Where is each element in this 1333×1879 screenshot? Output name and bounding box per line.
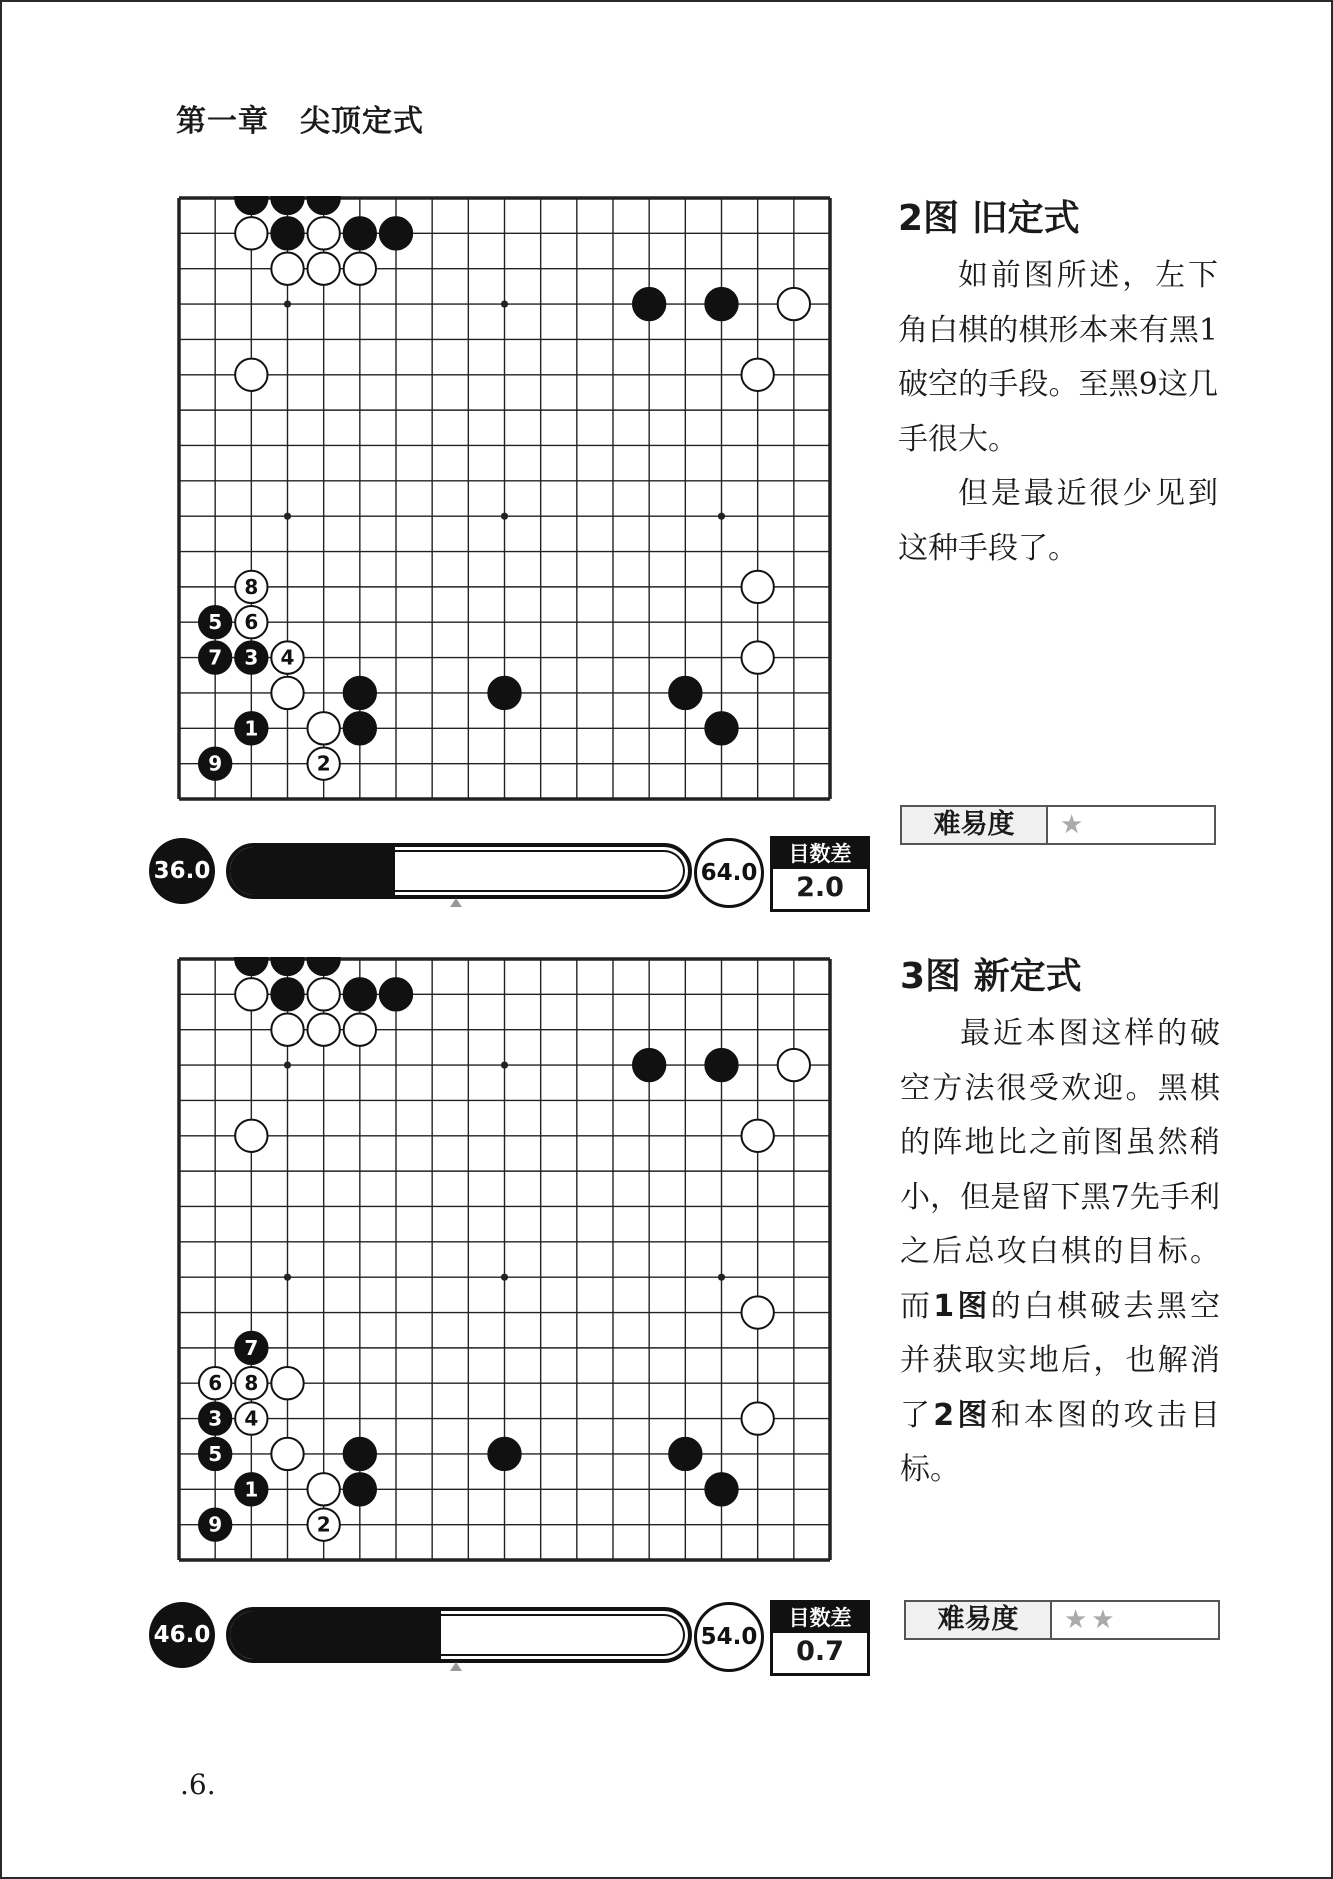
score-progress-bar xyxy=(226,1607,692,1663)
star-point xyxy=(501,513,508,520)
white-stone xyxy=(307,253,339,285)
figure-3-paragraph xyxy=(900,1007,1220,1498)
white-stone xyxy=(741,359,773,391)
white-stone xyxy=(344,1014,376,1046)
black-stone xyxy=(344,1473,376,1505)
black-stone xyxy=(307,957,339,975)
black-stone xyxy=(235,641,267,673)
difficulty-label: 难易度 xyxy=(906,1602,1052,1638)
figure-2-score-bar xyxy=(0,828,1333,908)
black-stone xyxy=(199,641,231,673)
star-point xyxy=(284,513,291,520)
black-stone xyxy=(344,1438,376,1470)
figure-2-paragraph-2: 但是最近很少见到这种手段了。 xyxy=(898,476,1218,566)
svg-text:5: 5 xyxy=(208,1441,223,1466)
white-stone xyxy=(235,359,267,391)
white-stone xyxy=(271,677,303,709)
star-point xyxy=(501,300,508,307)
difficulty-stars: ★★ xyxy=(1064,1605,1119,1635)
figure-3-text-part-3: 和本图的攻击目标。 xyxy=(900,1397,1221,1487)
black-stone xyxy=(488,677,520,709)
black-stone xyxy=(199,1402,231,1434)
white-stone xyxy=(307,747,339,779)
white-stone xyxy=(741,1296,773,1328)
white-stone xyxy=(271,253,303,285)
star-point xyxy=(284,1274,291,1281)
white-stone xyxy=(741,641,773,673)
white-stone xyxy=(235,978,267,1010)
difficulty-label: 难易度 xyxy=(902,807,1048,843)
black-stone xyxy=(488,1438,520,1470)
triangle-marker-icon xyxy=(450,898,462,907)
black-stone xyxy=(633,288,665,320)
score-difference-box xyxy=(770,1600,870,1676)
svg-text:7: 7 xyxy=(208,645,223,670)
svg-text:6: 6 xyxy=(244,610,259,635)
white-score-badge: 54.0 xyxy=(694,1602,764,1672)
star-point xyxy=(718,1274,725,1281)
black-stone xyxy=(271,978,303,1010)
board-svg xyxy=(177,196,832,801)
black-stone xyxy=(199,1508,231,1540)
white-stone xyxy=(235,1120,267,1152)
white-stone xyxy=(235,217,267,249)
black-score-badge: 36.0 xyxy=(149,838,215,904)
white-stone xyxy=(235,606,267,638)
white-stone xyxy=(778,288,810,320)
black-stone xyxy=(307,196,339,214)
white-stone xyxy=(199,1367,231,1399)
chapter-title: 第一章 尖顶定式 xyxy=(176,104,424,139)
black-share-fill xyxy=(230,847,395,895)
figure-2-caption xyxy=(898,190,1218,576)
page-number: .6. xyxy=(180,1768,216,1801)
black-stone xyxy=(705,712,737,744)
black-stone xyxy=(199,1438,231,1470)
svg-text:2: 2 xyxy=(316,751,331,776)
score-difference-label: 目数差 xyxy=(773,1603,867,1633)
white-score-badge: 64.0 xyxy=(694,838,764,908)
black-stone xyxy=(344,712,376,744)
figure-2-title: 2图 旧定式 xyxy=(898,198,1080,239)
svg-text:9: 9 xyxy=(208,751,223,776)
svg-text:2: 2 xyxy=(316,1512,331,1537)
svg-text:9: 9 xyxy=(208,1512,223,1537)
black-stone xyxy=(271,217,303,249)
black-stone xyxy=(235,957,267,975)
svg-text:4: 4 xyxy=(280,645,295,670)
white-stone xyxy=(307,1473,339,1505)
white-stone xyxy=(307,978,339,1010)
figure-3-score-bar xyxy=(0,1592,1333,1672)
white-stone xyxy=(235,571,267,603)
score-difference-box xyxy=(770,836,870,912)
white-stone xyxy=(307,1508,339,1540)
black-stone xyxy=(344,217,376,249)
black-stone xyxy=(235,1473,267,1505)
white-stone xyxy=(741,1120,773,1152)
white-stone xyxy=(307,712,339,744)
black-stone xyxy=(199,747,231,779)
black-stone xyxy=(380,217,412,249)
svg-text:8: 8 xyxy=(244,1371,259,1396)
board-svg xyxy=(177,957,832,1562)
white-stone xyxy=(271,641,303,673)
black-stone xyxy=(705,1049,737,1081)
white-stone xyxy=(235,1367,267,1399)
black-share-fill xyxy=(230,1611,441,1659)
black-stone xyxy=(235,196,267,214)
star-point xyxy=(718,513,725,520)
difficulty-stars: ★ xyxy=(1060,810,1088,840)
svg-text:3: 3 xyxy=(208,1406,223,1431)
svg-text:1: 1 xyxy=(244,716,259,741)
black-stone xyxy=(705,1473,737,1505)
black-stone xyxy=(669,677,701,709)
svg-text:8: 8 xyxy=(244,574,259,599)
white-stone xyxy=(271,1367,303,1399)
figure-2-reference: 2图 xyxy=(933,1397,991,1433)
white-stone xyxy=(344,253,376,285)
figure-2-text xyxy=(898,249,1218,576)
score-difference-value: 0.7 xyxy=(796,1636,844,1667)
black-stone xyxy=(633,1049,665,1081)
svg-text:7: 7 xyxy=(244,1335,259,1360)
white-stone xyxy=(778,1049,810,1081)
star-point xyxy=(284,300,291,307)
black-stone xyxy=(235,1332,267,1364)
black-stone xyxy=(705,288,737,320)
svg-text:3: 3 xyxy=(244,645,259,670)
star-point xyxy=(501,1061,508,1068)
figure-3-text-part-1: 最近本图这样的破空方法很受欢迎。黑棋的阵地比之前图虽然稍小，但是留下黑7先手利之后总攻白棋的目标。而 xyxy=(900,1016,1220,1324)
white-stone xyxy=(307,217,339,249)
white-stone xyxy=(741,571,773,603)
figure-3-title: 3图 新定式 xyxy=(900,956,1082,997)
svg-text:5: 5 xyxy=(208,610,223,635)
white-stone xyxy=(271,1438,303,1470)
score-difference-label: 目数差 xyxy=(773,839,867,869)
black-stone xyxy=(199,606,231,638)
white-stone xyxy=(307,1014,339,1046)
white-stone xyxy=(741,1402,773,1434)
black-stone xyxy=(235,712,267,744)
white-stone xyxy=(271,1014,303,1046)
black-stone xyxy=(271,957,303,975)
black-stone xyxy=(344,677,376,709)
figure-3-text xyxy=(900,1007,1220,1498)
black-stone xyxy=(271,196,303,214)
white-stone xyxy=(235,1402,267,1434)
black-stone xyxy=(380,978,412,1010)
svg-text:4: 4 xyxy=(244,1406,259,1431)
svg-text:1: 1 xyxy=(244,1477,259,1502)
go-board-figure-2 xyxy=(177,196,832,801)
score-difference-value: 2.0 xyxy=(796,872,844,903)
black-stone xyxy=(344,978,376,1010)
score-progress-bar xyxy=(226,843,692,899)
go-board-figure-3 xyxy=(177,957,832,1562)
figure-1-reference: 1图 xyxy=(933,1288,991,1324)
figure-2-paragraph-1: 如前图所述，左下角白棋的棋形本来有黑1破空的手段。至黑9这几手很大。 xyxy=(898,258,1218,457)
black-stone xyxy=(669,1438,701,1470)
svg-text:6: 6 xyxy=(208,1371,223,1396)
black-score-badge: 46.0 xyxy=(149,1602,215,1668)
star-point xyxy=(284,1061,291,1068)
figure-3-caption xyxy=(900,948,1220,1498)
star-point xyxy=(501,1274,508,1281)
triangle-marker-icon xyxy=(450,1662,462,1671)
figure-3-text-part-2: 的白棋破去黑空并获取实地后，也解消了 xyxy=(900,1288,1221,1433)
